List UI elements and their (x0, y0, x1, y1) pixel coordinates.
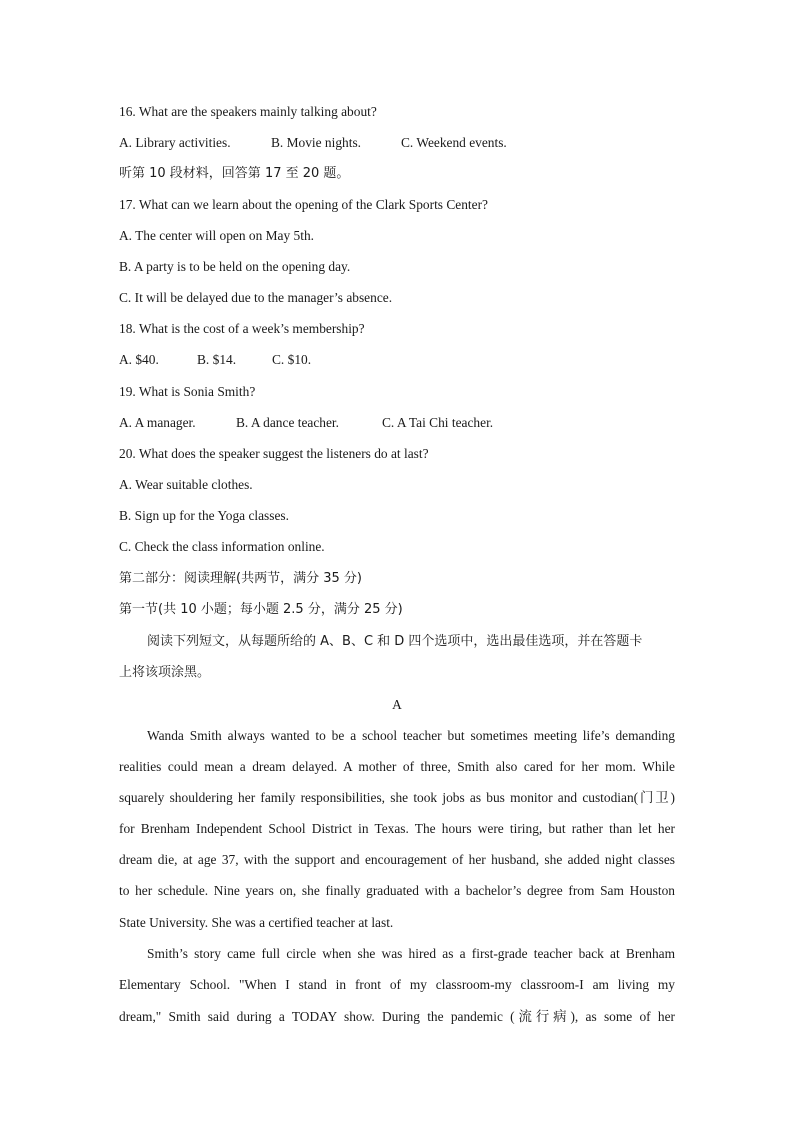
question-17-stem: 17. What can we learn about the opening of the Clark Sports Center? (119, 197, 489, 212)
question-16-stem: 16. What are the speakers mainly talking about? (119, 104, 377, 119)
question-19-options (119, 413, 675, 433)
passage-label: A (392, 697, 402, 712)
question-18-stem: 18. What is the cost of a week’s membership? (119, 321, 365, 336)
option-c: C. It will be delayed due to the manager’s absence. (119, 290, 393, 305)
option-c: C. Weekend events. (401, 135, 507, 150)
passage-line: to her schedule. Nine years on, she finally graduated with a bachelor’s degree from Sam Houston (119, 883, 675, 898)
option-b: B. Movie nights. (271, 135, 362, 150)
passage-line: squarely shouldering her family responsibilities, she took jobs as bus monitor and custodian(门卫) (119, 790, 675, 805)
option-a: A. A manager. (119, 415, 196, 430)
question-18-options (119, 350, 675, 370)
passage-line: for Brenham Independent School District in Texas. The hours were tiring, but rather than let her (119, 821, 675, 836)
passage-line: Smith’s story came full circle when she was hired as a first-grade teacher back at Brenham (147, 946, 675, 961)
option-c: C. A Tai Chi teacher. (382, 415, 494, 430)
option-a: A. $40. (119, 352, 159, 367)
option-c: C. $10. (272, 352, 312, 367)
question-16-options (119, 133, 675, 153)
passage-line: dream die, at age 37, with the support and encouragement of her husband, she added night classes (119, 852, 675, 867)
passage-line: Elementary School. "When I stand in front of my classroom-my classroom-I am living my (119, 977, 675, 992)
option-a: A. Library activities. (119, 135, 231, 150)
option-c: C. Check the class information online. (119, 539, 325, 554)
passage-line: realities could mean a dream delayed. A mother of three, Smith also cared for her mom. While (119, 759, 675, 774)
reading-directions-cont: 上将该项涂黑。 (119, 665, 211, 680)
passage-line: State University. She was a certified teacher at last. (119, 915, 394, 930)
passage-line: dream," Smith said during a TODAY show. During the pandemic (流行病), as some of her (119, 1009, 675, 1024)
question-19-stem: 19. What is Sonia Smith? (119, 384, 256, 399)
listening-instruction: 听第 10 段材料，回答第 17 至 20 题。 (119, 166, 350, 181)
reading-directions: 阅读下列短文，从每题所给的 A、B、C 和 D 四个选项中，选出最佳选项，并在答题卡 (147, 634, 643, 649)
option-a: A. Wear suitable clothes. (119, 477, 253, 492)
part-2-title: 第二部分：阅读理解(共两节，满分 35 分) (119, 571, 362, 586)
option-a: A. The center will open on May 5th. (119, 228, 314, 243)
option-b: B. $14. (197, 352, 237, 367)
passage-line: Wanda Smith always wanted to be a school teacher but sometimes meeting life’s demanding (147, 728, 675, 743)
option-b: B. Sign up for the Yoga classes. (119, 508, 289, 523)
section-1-title: 第一节(共 10 小题；每小题 2.5 分，满分 25 分) (119, 602, 403, 617)
option-b: B. A dance teacher. (236, 415, 339, 430)
question-20-stem: 20. What does the speaker suggest the listeners do at last? (119, 446, 429, 461)
option-b: B. A party is to be held on the opening day. (119, 259, 351, 274)
